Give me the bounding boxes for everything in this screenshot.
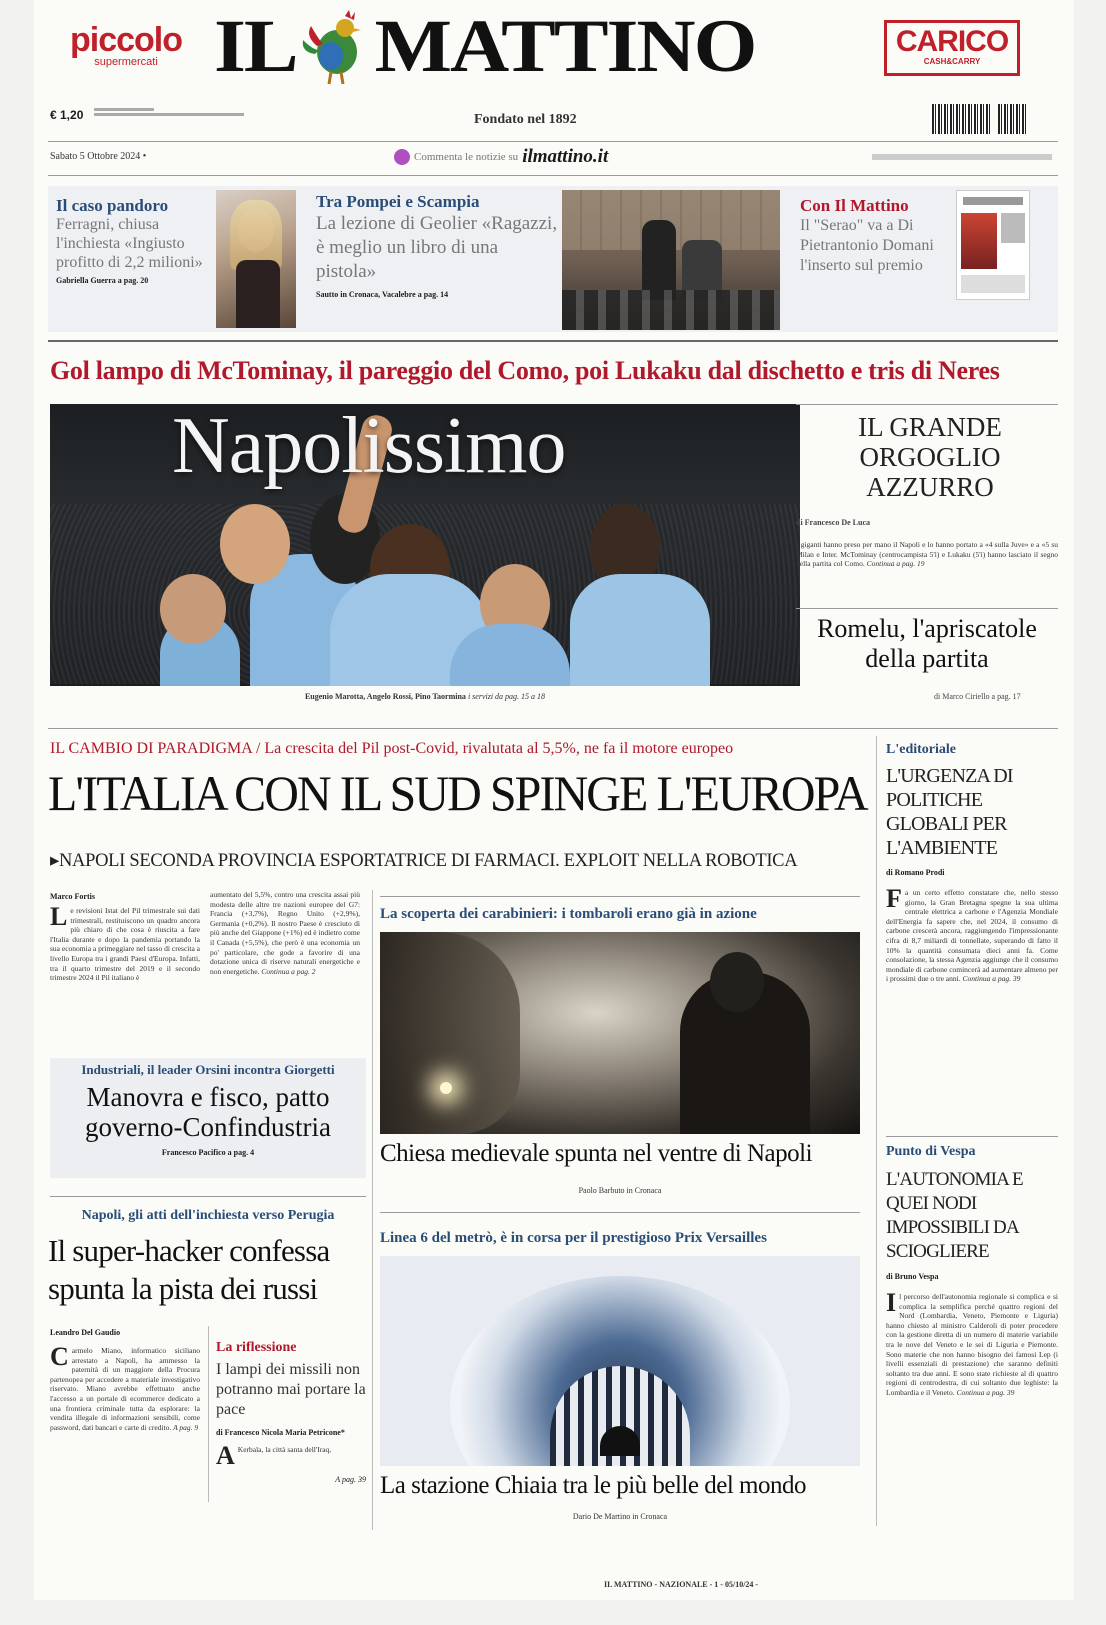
teaser-pandoro-text: Ferragni, chiusa l'inchiesta «Ingiusto profitto di 2,2 milioni»: [56, 216, 203, 271]
confindustria-kicker: Industriali, il leader Orsini incontra Giorgetti: [81, 1062, 335, 1077]
sport-side2-title: Romelu, l'apriscatole della partita: [817, 614, 1037, 673]
economy-col2-text: aumentato del 5,5%, contro una crescita assai più modesta delle altre tre nazioni europee del G7: Francia (+3,7%), Regno Unito (+2,9%), Germania (+0,2%). Il nostro Paese è cresciuto di più anche del Giappone (+1%) ed è indietro come il Canada (+5,5%), che però è una economia un po' particolare, che gode a favorire di una dotazione unica di riserve naturali energetiche e non energetiche.: [210, 890, 360, 976]
masthead-title-il: IL: [214, 3, 297, 88]
barcode-small-icon: [998, 104, 1026, 134]
chiaia-station-photo: [380, 1256, 860, 1466]
editoriale-body-text: a un certo effetto constatare che, nello stesso giorno, la Gran Bretagna spegne la sua ultima centrale elettrica a carbone e l'Agenzia Mondiale dell'Energia fa sapere che, nel 2024, il consumo di carbone crescerà ancora, raggiungendo l'impressionante cifra di 8,7 miliardi di tonnellate, superando di fatto il 10% la quantità consumata dieci anni fa. Come consolazione, la stessa Agenzia aggiunge che il consumo mondiale di carbone comincerà ad aumentare almeno per i prossimi due o tre anni.: [886, 888, 1058, 984]
riflessione-box[interactable]: [216, 1340, 366, 1502]
issue-date: Sabato 5 Ottobre 2024 •: [50, 151, 147, 162]
economy-col1-text: e revisioni Istat del Pil trimestrale sui dati trimestrali, restituiscono un quadro ancora più chiaro di che cosa è riuscita a fare l'Italia durante e dopo la pandemia portando la sua economia a primeggiare nel tasso di crescita a livello Europa tra i grandi Paesi d'Europa. Infatti, tra il quarto trimestre del 2019 e il secondo trimestre 2024 il Pil italiano è: [50, 906, 200, 983]
riflessione-byline: di Francesco Nicola Maria Petricone*: [216, 1428, 345, 1437]
economy-subhead: ▸NAPOLI SECONDA PROVINCIA ESPORTATRICE DI FARMACI. EXPLOIT NELLA ROBOTICA: [50, 851, 798, 871]
teaser-geolier-byline: Sautto in Cronaca, Vacalebre a pag. 14: [316, 290, 449, 299]
riflessione-dropcap: A: [216, 1445, 235, 1470]
comment-bar: [394, 146, 714, 170]
sport-side2-byline: di Marco Ciriello a pag. 17: [934, 692, 1021, 701]
economy-byline: Marco Fortis: [50, 892, 95, 901]
economy-col2: [210, 890, 360, 1040]
vespa-continue: Continua a pag. 39: [956, 1387, 1015, 1397]
confindustria-headline: Manovra e fisco, patto governo-Confindustria: [85, 1082, 331, 1142]
medieval-church-photo: [380, 932, 860, 1134]
barcode-icon: [932, 104, 990, 134]
economy-kicker: IL CAMBIO DI PARADIGMA: [50, 740, 252, 757]
sport-caption-rest: i servizi da pag. 15 a 18: [467, 692, 546, 701]
hacker-dropcap: C: [50, 1346, 69, 1371]
carico-ad-sub: CASH&CARRY: [923, 57, 981, 66]
riflessione-headline: I lampi dei missili non potranno mai portare la pace: [216, 1361, 366, 1418]
comment-prefix: Commenta le notizie su: [414, 151, 519, 163]
edition-small-print: [872, 154, 1052, 160]
vespa-body-text: l percorso dell'autonomia regionale si complica e si complica la semplifica perché quattro regioni del Nord (Lombardia, Veneto, Piemonte e Liguria) hanno chiesto al ministro Calderoli di poter procedere con la gestione diretta di un numero di materie variabile tra le nove del Veneto e le sei di Liguria e Piemonte. Sono materie che non hanno bisogno dei famosi Lep (i livelli essenziali di prestazione) che saranno definiti soltanto tra due anni. E sono state richieste al di quattro regioni di centrodestra, di cui soltanto due leghiste: la Lombardia e il Veneto.: [886, 1292, 1058, 1397]
editoriale-body: [886, 888, 1058, 1048]
economy-strap: La crescita del Pil post-Covid, rivalutata al 5,5%, ne fa il motore europeo: [264, 740, 734, 757]
riflessione-continue: A pag. 39: [335, 1475, 366, 1484]
masthead-small-print: [94, 106, 244, 134]
comment-icon: [394, 149, 410, 165]
editoriale-kicker: L'editoriale: [886, 742, 956, 757]
sport-side-byline: di Francesco De Luca: [796, 518, 870, 527]
confindustria-box[interactable]: [50, 1058, 366, 1178]
economy-strap-row: IL CAMBIO DI PARADIGMA / La crescita del Pil post-Covid, rivalutata al 5,5%, ne fa il motore europeo: [50, 740, 734, 757]
riflessione-body: Kerbala, la città santa dell'Iraq,: [237, 1445, 332, 1454]
teaser-pandoro-kicker: Il caso pandoro: [56, 196, 169, 215]
editoriale-continue: Continua a pag. 39: [962, 974, 1021, 984]
price: € 1,20: [50, 108, 84, 122]
sport-photo-caption: [50, 692, 800, 701]
editoriale-headline: L'URGENZA DI POLITICHE GLOBALI PER L'AMBIENTE: [886, 765, 1013, 859]
vespa-byline: di Bruno Vespa: [886, 1272, 939, 1281]
teaser-serao[interactable]: [800, 196, 960, 326]
teaser-serao-text: Il "Serao" va a Di Pietrantonio Domani l'inserto sul premio: [800, 217, 934, 274]
carabinieri-kicker: La scoperta dei carabinieri: i tombaroli erano già in azione: [380, 906, 757, 922]
teaser-pandoro[interactable]: [56, 196, 216, 326]
sport-caption-names: Eugenio Marotta, Angelo Rossi, Pino Taormina: [304, 692, 466, 701]
sport-side-body-text: I giganti hanno preso per mano il Napoli e lo hanno portato a «4 sulla Juve» e a «5 su Milan e Inter. McTominay (centrocampista 5'ì) e Lukaku (5'ì) hanno lasciato il segno nella partita col Como.: [796, 540, 1058, 569]
carico-ad: [884, 20, 1020, 76]
metro-byline: Dario De Martino in Cronaca: [572, 1512, 668, 1521]
piccolo-ad-sub: supermercati: [94, 56, 158, 68]
serao-insert-thumbnail: [956, 190, 1030, 300]
hacker-body: [50, 1346, 200, 1496]
vespa-body: [886, 1292, 1058, 1508]
sport-strap: Gol lampo di McTominay, il pareggio del Como, poi Lukaku dal dischetto e tris di Neres: [50, 356, 1000, 385]
carabinieri-byline: Paolo Barbuto in Cronaca: [578, 1186, 662, 1195]
geolier-photo: [562, 190, 780, 330]
ferragni-photo: [216, 190, 296, 328]
teaser-serao-kicker: Con Il Mattino: [800, 196, 909, 215]
newspaper-page: [34, 0, 1074, 1600]
sport-headline: Napolissimo: [172, 402, 566, 490]
masthead-title: [214, 3, 894, 96]
economy-col1: [50, 906, 200, 1038]
vespa-dropcap: I: [886, 1292, 897, 1317]
teaser-geolier-text: La lezione di Geolier «Ragazzi, è meglio un libro di una pistola»: [316, 213, 558, 282]
vespa-kicker: Punto di Vespa: [886, 1144, 976, 1159]
hacker-body-text: armelo Miano, informatico siciliano arrestato a Napoli, ha ammesso la paternità di un maggiore della Procura partenopea per accedere a materiale investigativo riservato. Miano avrebbe effettuato anche l'accesso a un portale di ecommerce dedicato a una frontiera criminale tutta da esplorare: la vendita illegale di informazioni sensibili, come password, dati bancari e carte di credito.: [50, 1346, 200, 1432]
carabinieri-headline: Chiesa medievale spunta nel ventre di Napoli: [380, 1140, 813, 1167]
economy-headline: L'ITALIA CON IL SUD SPINGE L'EUROPA: [48, 765, 867, 821]
masthead-title-mattino: MATTINO: [374, 3, 756, 88]
sport-side-body: [796, 540, 1058, 592]
confindustria-byline: Francesco Pacifico a pag. 4: [161, 1148, 255, 1157]
hacker-continue: A pag. 9: [173, 1422, 199, 1432]
metro-headline: La stazione Chiaia tra le più belle del mondo: [380, 1472, 806, 1499]
piccolo-ad-name: piccolo: [69, 21, 183, 59]
editoriale-byline: di Romano Prodi: [886, 868, 945, 877]
teaser-geolier[interactable]: [316, 192, 561, 326]
comment-site[interactable]: ilmattino.it: [522, 146, 609, 167]
hacker-kicker: Napoli, gli atti dell'inchiesta verso Perugia: [81, 1208, 335, 1223]
teaser-pandoro-byline: Gabriella Guerra a pag. 20: [56, 276, 149, 285]
sport-side-title: IL GRANDE ORGOGLIO AZZURRO: [858, 412, 1002, 502]
founded-note: Fondato nel 1892: [474, 112, 577, 127]
editoriale-dropcap: F: [886, 888, 902, 913]
carico-ad-name: CARICO: [895, 25, 1009, 58]
hacker-byline: Leandro Del Gaudio: [50, 1328, 121, 1337]
metro-kicker: Linea 6 del metrò, è in corsa per il prestigioso Prix Versailles: [380, 1230, 767, 1246]
sport-side-continue: Continua a pag. 19: [866, 559, 925, 569]
riflessione-body-wrap: [216, 1445, 366, 1471]
riflessione-kicker: La riflessione: [216, 1340, 297, 1355]
piccolo-ad: [56, 22, 196, 82]
footer-edition: IL MATTINO - NAZIONALE - 1 - 05/10/24 -: [604, 1580, 759, 1589]
hacker-headline: Il super-hacker confessa spunta la pista dei russi: [48, 1233, 330, 1306]
teaser-geolier-kicker: Tra Pompei e Scampia: [316, 192, 480, 211]
rooster-logo-icon: [301, 6, 371, 86]
vespa-headline: L'AUTONOMIA E QUEI NODI IMPOSSIBILI DA SCIOGLIERE: [886, 1169, 1023, 1262]
economy-col2-continue: Continua a pag. 2: [261, 966, 316, 976]
economy-dropcap: L: [50, 906, 68, 931]
